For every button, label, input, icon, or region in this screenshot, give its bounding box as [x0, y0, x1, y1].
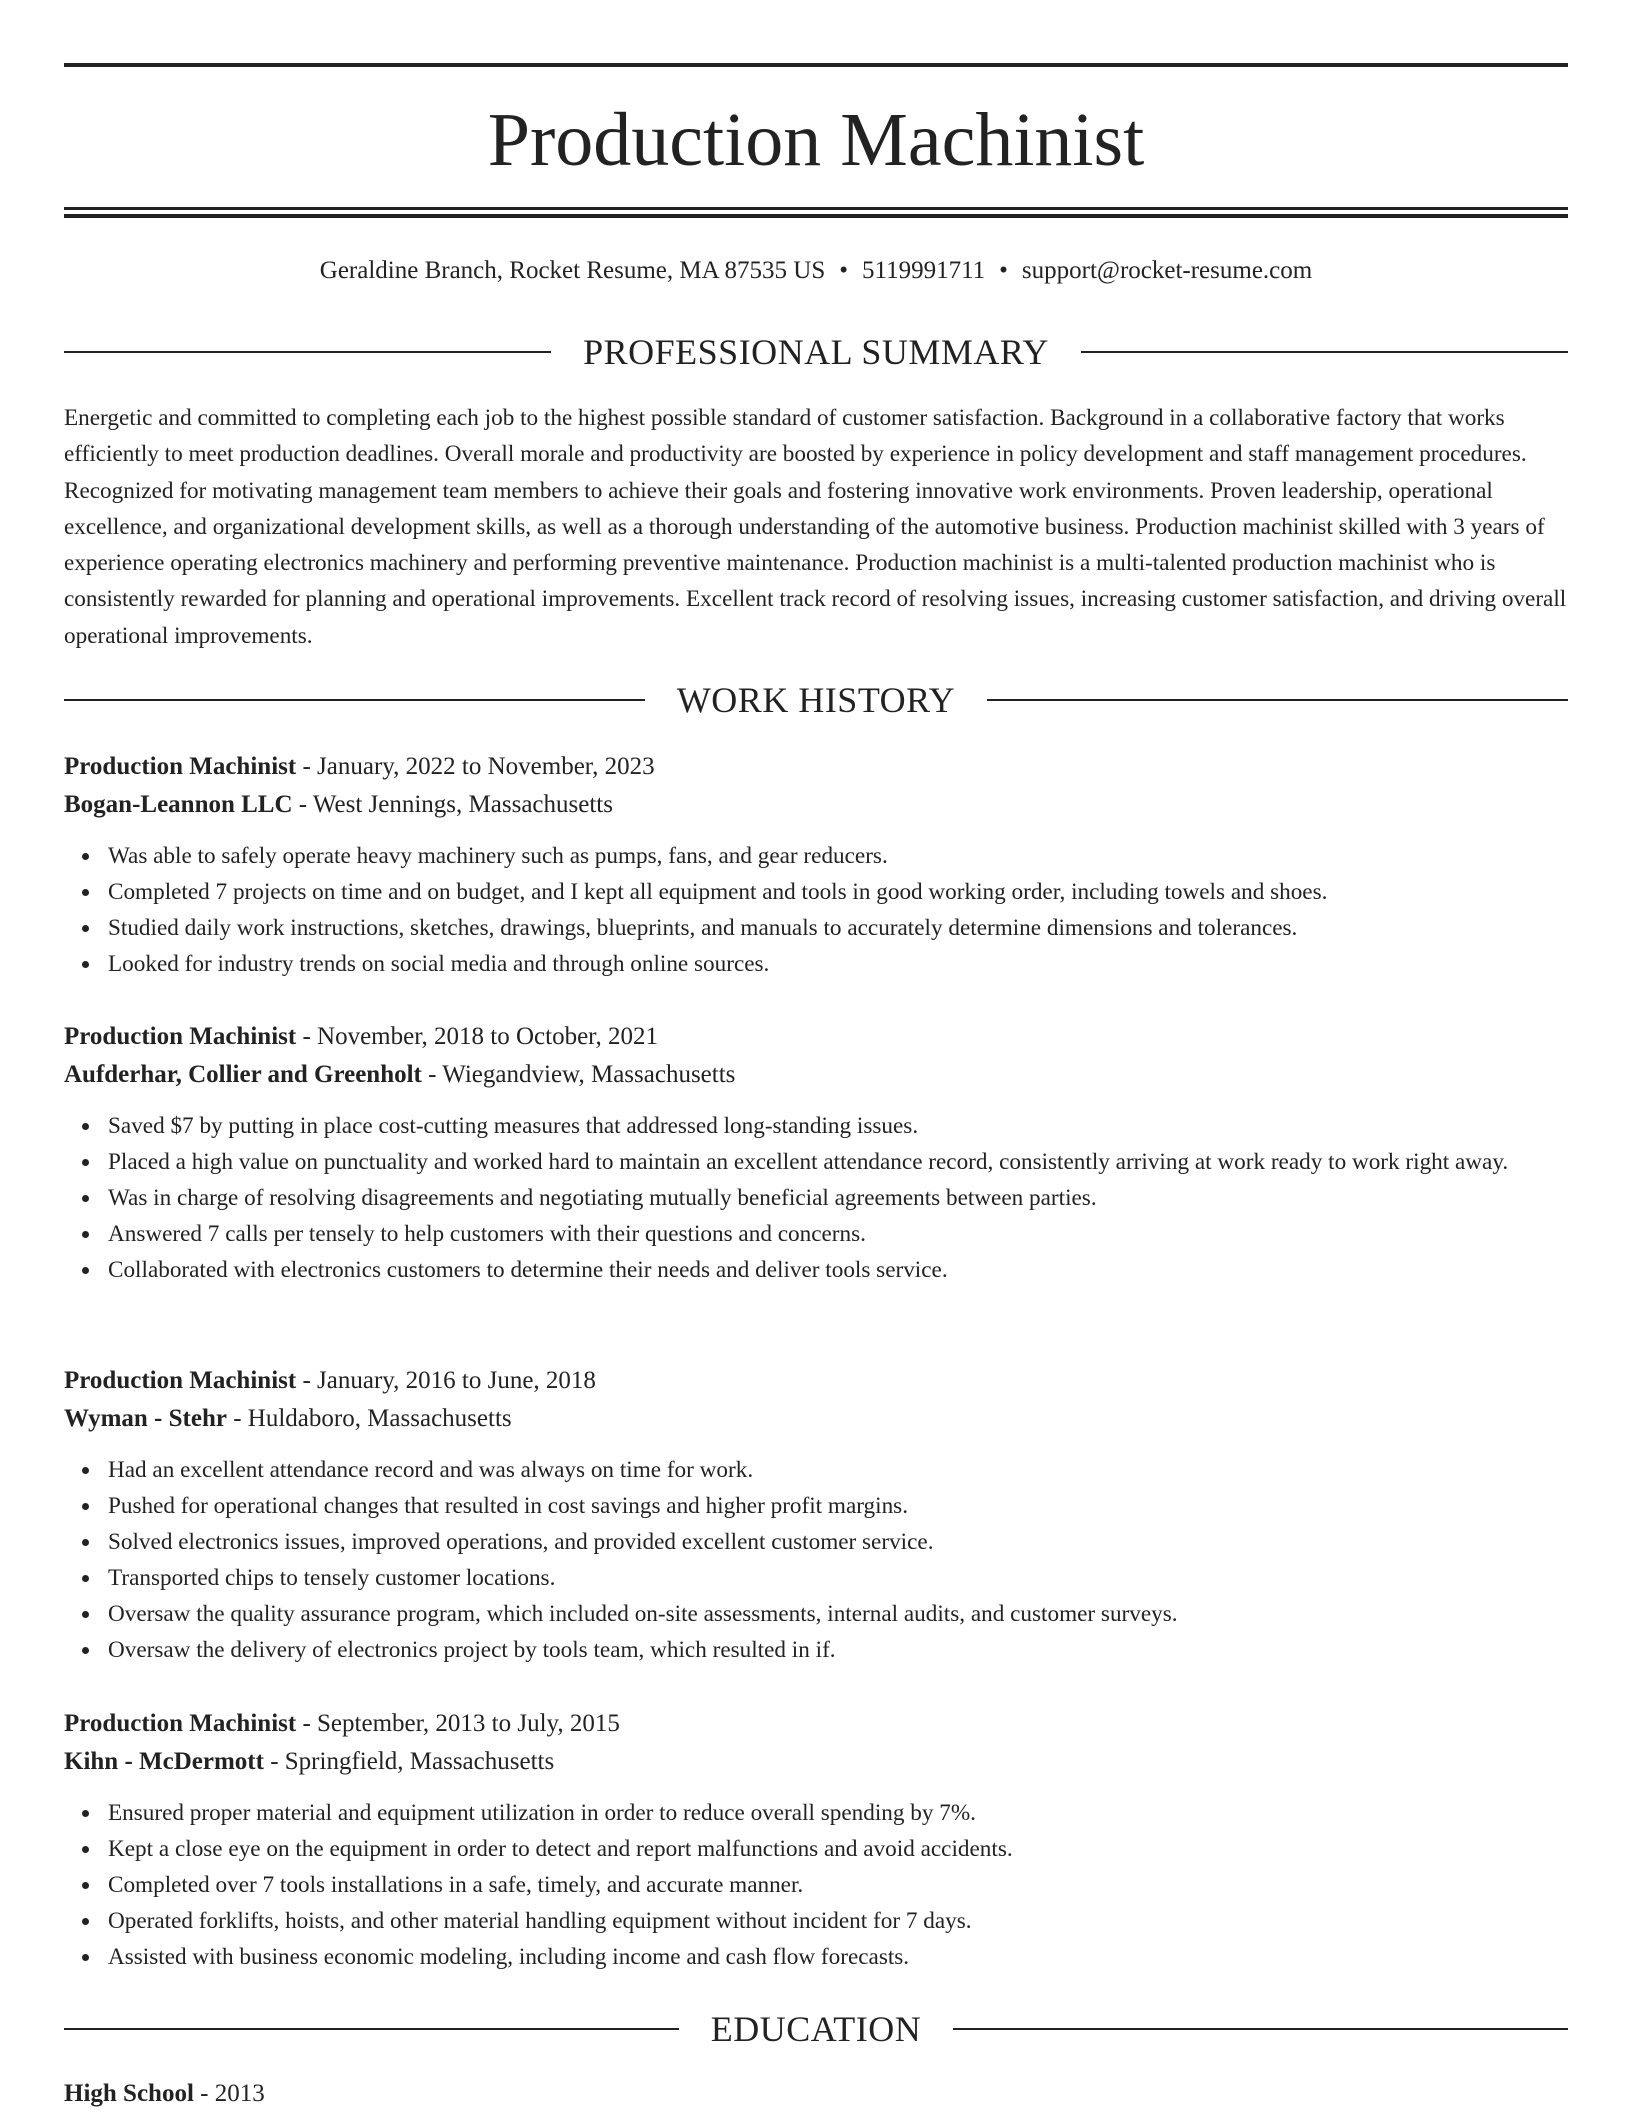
job-title: Production Machinist: [64, 1023, 297, 1050]
top-rule: [64, 63, 1568, 67]
job-bullet: Assisted with business economic modeling, including income and cash flow forecasts.: [108, 1939, 1568, 1975]
job-entry: [64, 1362, 1568, 1668]
heading-rule-right: [987, 699, 1568, 701]
contact-address: Geraldine Branch, Rocket Resume, MA 87535 US: [319, 257, 826, 284]
job-company-line: [64, 1743, 1568, 1781]
job-location: - West Jennings, Massachusetts: [292, 791, 613, 818]
job-bullet: Was able to safely operate heavy machinery such as pumps, fans, and gear reducers.: [108, 838, 1568, 874]
job-location: - Wiegandview, Massachusetts: [421, 1061, 736, 1088]
job-bullet: Pushed for operational changes that resulted in cost savings and higher profit margins.: [108, 1488, 1568, 1524]
job-bullet: Studied daily work instructions, sketches, drawings, blueprints, and manuals to accurately determine dimensions and tolerances.: [108, 910, 1568, 946]
job-bullet: Placed a high value on punctuality and worked hard to maintain an excellent attendance record, consistently arriving at work ready to work right away.: [108, 1144, 1568, 1180]
job-entry: [64, 748, 1568, 982]
job-location: - Springfield, Massachusetts: [263, 1748, 555, 1775]
job-bullet: Answered 7 calls per tensely to help customers with their questions and concerns.: [108, 1216, 1568, 1252]
education-heading-label: EDUCATION: [710, 2009, 922, 2049]
job-title-line: [64, 1705, 1568, 1743]
heading-rule-right: [1081, 351, 1568, 353]
job-bullet: Oversaw the delivery of electronics project by tools team, which resulted in if.: [108, 1632, 1568, 1668]
job-bullet: Oversaw the quality assurance program, which included on-site assessments, internal audits, and customer surveys.: [108, 1596, 1568, 1632]
education-year: - 2013: [193, 2080, 265, 2107]
contact-separator: •: [839, 257, 848, 284]
resume-title: Production Machinist: [487, 98, 1145, 182]
job-bullet: Collaborated with electronics customers to determine their needs and deliver tools service.: [108, 1252, 1568, 1288]
job-bullet: Saved $7 by putting in place cost-cutting measures that addressed long-standing issues.: [108, 1108, 1568, 1144]
job-title-line: [64, 748, 1568, 786]
job-bullet: Was in charge of resolving disagreements and negotiating mutually beneficial agreements between parties.: [108, 1180, 1568, 1216]
contact-phone: 5119991711: [862, 257, 986, 284]
job-dates: - September, 2013 to July, 2015: [296, 1710, 620, 1737]
summary-paragraph: Energetic and committed to completing each job to the highest possible standard of customer satisfaction. Background in a collaborative factory that works efficiently to meet production deadlines. Overall morale and productivity are boosted by experience in policy development and staff management procedures. Recognized for motivating management team members to achieve their goals and fostering innovative work environments. Proven leadership, operational excellence, and organizational development skills, as well as a thorough understanding of the automotive business. Production machinist skilled with 3 years of experience operating electronics machinery and performing preventive maintenance. Production machinist is a multi-talented production machinist who is consistently rewarded for planning and operational improvements. Excellent track record of resolving issues, increasing customer satisfaction, and driving overall operational improvements.: [64, 405, 1567, 649]
job-dates: - January, 2022 to November, 2023: [296, 753, 655, 780]
job-bullets: [64, 1452, 1568, 1668]
job-title-line: [64, 1362, 1568, 1400]
contact-line: [64, 254, 1568, 288]
job-entry: [64, 1018, 1568, 1288]
contact-separator: •: [999, 257, 1008, 284]
heading-rule-left: [64, 351, 551, 353]
summary-heading-label: PROFESSIONAL SUMMARY: [583, 332, 1049, 372]
job-company: Kihn - McDermott: [64, 1748, 264, 1775]
job-bullet: Looked for industry trends on social media and through online sources.: [108, 946, 1568, 982]
job-title: Production Machinist: [64, 1710, 297, 1737]
heading-rule-left: [64, 699, 645, 701]
job-title: Production Machinist: [64, 1367, 297, 1394]
job-dates: - January, 2016 to June, 2018: [296, 1367, 596, 1394]
title-double-rule: [64, 207, 1568, 218]
job-company: Wyman - Stehr: [64, 1405, 227, 1432]
education-heading: [64, 2009, 1568, 2049]
heading-rule-right: [953, 2028, 1568, 2030]
job-bullet: Completed 7 projects on time and on budget, and I kept all equipment and tools in good working order, including towels and shoes.: [108, 874, 1568, 910]
work-history-heading-label: WORK HISTORY: [676, 680, 956, 720]
job-company: Aufderhar, Collier and Greenholt: [64, 1061, 422, 1088]
education-degree: High School: [64, 2080, 194, 2107]
job-title-line: [64, 1018, 1568, 1056]
heading-rule-left: [64, 2028, 679, 2030]
summary-heading: [64, 332, 1568, 372]
job-company-line: [64, 1400, 1568, 1438]
job-bullets: [64, 1795, 1568, 1975]
job-dates: - November, 2018 to October, 2021: [296, 1023, 659, 1050]
job-company-line: [64, 1056, 1568, 1094]
job-bullet: Ensured proper material and equipment utilization in order to reduce overall spending by 7%.: [108, 1795, 1568, 1831]
job-bullet: Solved electronics issues, improved operations, and provided excellent customer service.: [108, 1524, 1568, 1560]
job-location: - Huldaboro, Massachusetts: [226, 1405, 512, 1432]
job-entry: [64, 1705, 1568, 1975]
job-title: Production Machinist: [64, 753, 297, 780]
job-bullets: [64, 1108, 1568, 1288]
job-bullet: Kept a close eye on the equipment in order to detect and report malfunctions and avoid accidents.: [108, 1831, 1568, 1867]
job-bullet: Operated forklifts, hoists, and other material handling equipment without incident for 7 days.: [108, 1903, 1568, 1939]
job-bullet: Completed over 7 tools installations in a safe, timely, and accurate manner.: [108, 1867, 1568, 1903]
work-history-heading: [64, 680, 1568, 720]
job-bullet: Had an excellent attendance record and was always on time for work.: [108, 1452, 1568, 1488]
job-company-line: [64, 786, 1568, 824]
contact-email: support@rocket-resume.com: [1021, 257, 1313, 284]
education-entry: [64, 2075, 1568, 2113]
job-bullet: Transported chips to tensely customer locations.: [108, 1560, 1568, 1596]
job-company: Bogan-Leannon LLC: [64, 791, 293, 818]
job-bullets: [64, 838, 1568, 982]
